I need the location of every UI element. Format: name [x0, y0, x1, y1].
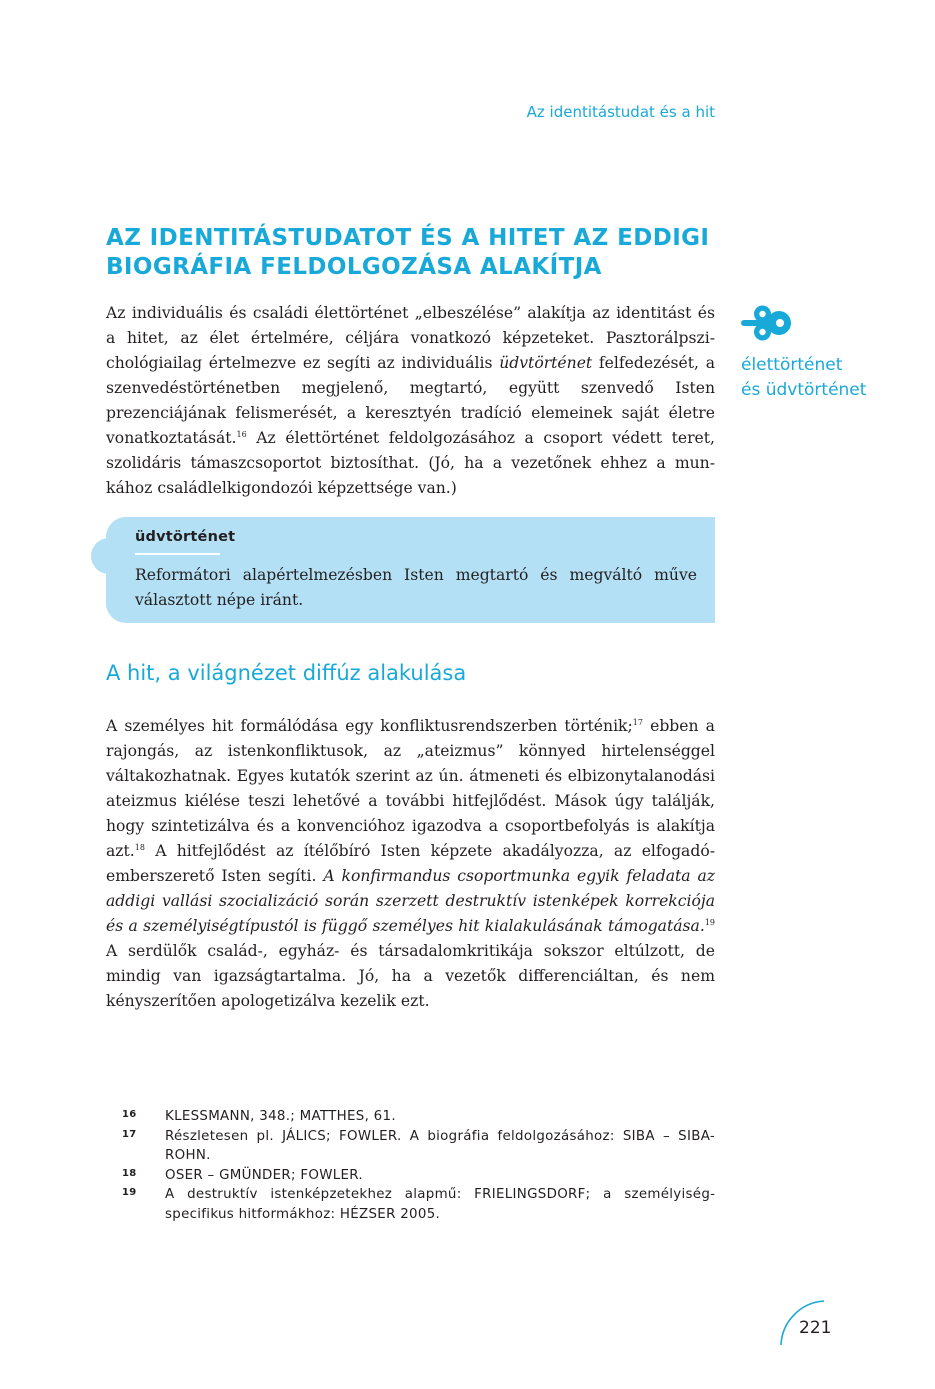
footnote-number: 17	[122, 1128, 137, 1140]
margin-note	[741, 304, 911, 403]
footnote-ref-16[interactable]: 16	[236, 430, 247, 439]
footnote-19	[122, 1185, 715, 1224]
subsection-title: A hit, a világnézet diffúz alakulása	[106, 661, 467, 685]
page-number: 221	[799, 1318, 832, 1338]
footnote-number: 16	[122, 1109, 137, 1120]
footnote-18	[122, 1166, 715, 1186]
footnotes	[122, 1107, 715, 1224]
footnote-text: Részletesen pl. JÁLICS; FOWLER. A biográfia feldolgozásához: SIBA – SIBA-ROHN.	[165, 1128, 715, 1163]
definition-term: üdvtörténet	[135, 529, 236, 545]
footnote-ref-19[interactable]: 19	[704, 918, 715, 927]
key-icon	[741, 304, 793, 342]
footnote-16	[122, 1107, 715, 1127]
footnote-text: OSER – GMÜNDER; FOWLER.	[165, 1167, 363, 1183]
footnote-17	[122, 1127, 715, 1166]
p1-text-2: felfedezését, a szenvedéstörténetben megjelenő, megtartó, együtt szenvedő Isten prezenciájának felismerését, a keresztyén tradíció elemeinek saját életre vonatkoztatását.	[106, 354, 715, 447]
footnote-ref-17[interactable]: 17	[632, 718, 643, 727]
definition-divider	[135, 553, 220, 555]
footnote-text: KLESSMANN, 348.; MATTHES, 61.	[165, 1109, 396, 1124]
section-title: AZ IDENTITÁSTUDATOT ÉS A HITET AZ EDDIGI BIOGRÁFIA FELDOLGOZÁSA ALAKÍTJA	[106, 225, 710, 280]
p1-italic-term: üdvtörténet	[499, 354, 593, 372]
footnote-number: 18	[122, 1167, 137, 1179]
body-paragraph-2	[106, 714, 715, 1014]
p1-text-3: Az élettörténet feldolgozásához a csoport védett teret, szolidáris támaszcsoportot biztosíthat. (Jó, ha a vezetőnek ehhez a munkához családlelkigondozói képzettsége van.)	[106, 429, 715, 497]
p2-text-4: A serdülők család-, egyház- és társadalomkritikája sokszor eltúlzott, de mindig van igazságtartalma. Jó, ha a vezetők differenciáltan, és nem kényszerítően apologetizálva kezelik ezt.	[106, 942, 715, 1010]
p2-text-3: A hitfejlődést az ítélőbíró Isten képzete akadályozza, az elfogadó-emberszerető Isten segíti.	[106, 842, 715, 885]
p2-text-2: ebben a rajongás, az istenkonfliktusok, az „ateizmus” könnyed hirtelenséggel váltakozhatnak. Egyes kutatók szerint az ún. átmeneti és elbizonytalanodási ateizmus kiélése teszi lehetővé a további hitfejlődést. Mások úgy találják, hogy szintetizálva és a konvencióhoz igazodva a csoportbefolyás is alakítja azt.	[106, 717, 715, 860]
footnote-ref-18[interactable]: 18	[134, 843, 145, 852]
p2-italic-passage: A konfirmandus csoportmunka egyik feladata az addigi vallási szocializáció során szerzett destruktív istenképek korrekciója és a személyiségtípustól is függő személyes hit kialakulásának támogatása.	[106, 867, 715, 935]
running-header: Az identitástudat és a hit	[526, 103, 715, 121]
margin-note-label	[741, 353, 911, 403]
p1-text-1: Az individuális és családi élettörténet „elbeszélése” alakítja az identitást és a hitet, az élet értelmére, céljára vonatkozó képzeteket. Pasztorálpszichológiailag értelmezve ez segíti az individuális	[106, 304, 715, 372]
p2-text-1: A személyes hit formálódása egy konfliktusrendszerben történik;	[106, 717, 633, 735]
margin-note-line-1: élettörténet	[741, 355, 843, 375]
footnote-text: A destruktív istenképzetekhez alapmű: FRIELINGSDORF; a személyiségspecifikus hitformákhoz: HÉZSER 2005.	[165, 1187, 715, 1222]
definition-text: Reformátori alapértelmezésben Isten megtartó és megváltó műve választott népe iránt.	[135, 566, 697, 609]
body-paragraph-1	[106, 301, 715, 501]
footnote-number: 19	[122, 1187, 137, 1198]
margin-note-line-2: és üdvtörténet	[741, 380, 867, 400]
